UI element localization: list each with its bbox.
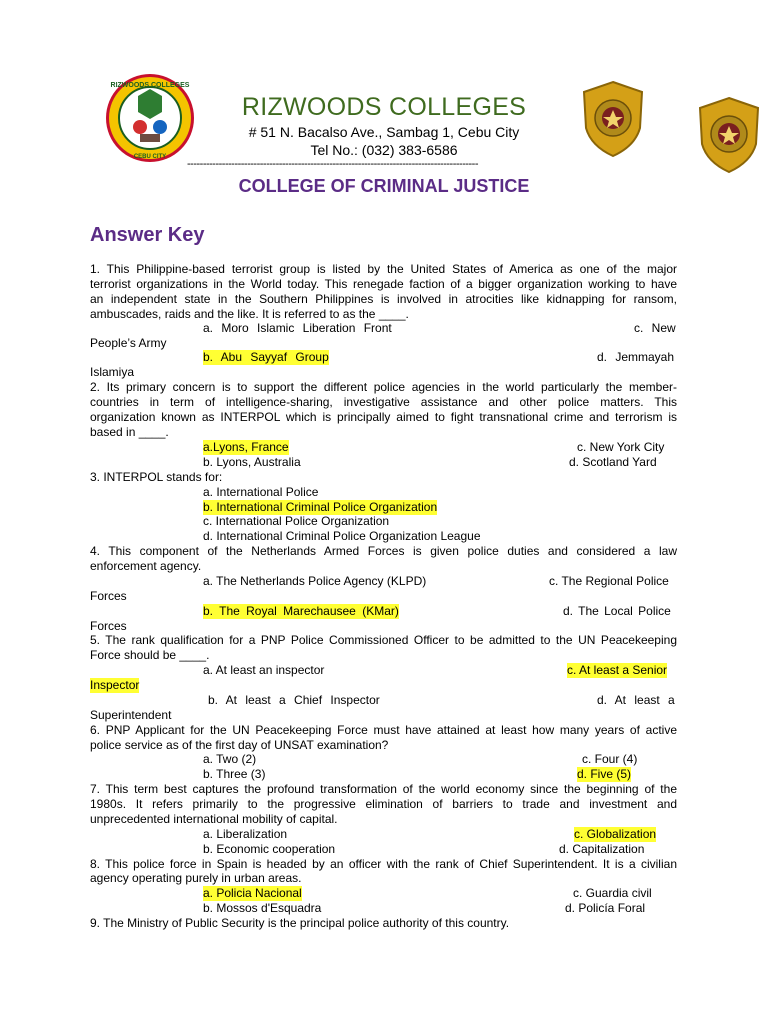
question-4-line: 4. This component of the Netherlands Armed Forces is given police duties and considered a law: [90, 544, 677, 558]
option-c-answer-wrap: Inspector: [90, 678, 140, 692]
option-b: b. Mossos d'Esquadra: [203, 901, 322, 915]
option-c-wrap: People’s Army: [90, 336, 167, 350]
question-2-line: based in ____.: [90, 425, 169, 439]
option-b: b. Lyons, Australia: [203, 455, 301, 469]
question-2-line: 2. Its primary concern is to support the different police agencies in the world particularly the member-: [90, 380, 677, 394]
question-7-line: 1980s. It refers primarily to the progressive elimination of barriers to trade and investment and: [90, 797, 677, 811]
question-1-line: an independent state in the Southern Philippines is involved in atrocities like kidnapping for ransom,: [90, 292, 677, 306]
question-2-line: countries in term of intelligence-sharing, investigative assistance and other police matters. This: [90, 395, 677, 409]
option-b: b. Three (3): [203, 767, 266, 781]
option-b: b. Economic cooperation: [203, 842, 336, 856]
seal-text-top: RIZWOODS COLLEGES: [110, 82, 190, 89]
option-c: c. International Police Organization: [203, 514, 390, 528]
seal-text-bottom: CEBU CITY: [133, 154, 167, 160]
option-a: a. International Police: [203, 485, 319, 499]
page-title: Answer Key: [90, 224, 205, 246]
option-a: a. Liberalization: [203, 827, 288, 841]
option-d: d. Policía Foral: [565, 901, 646, 915]
option-a: a. Two (2): [203, 752, 257, 766]
question-5-line: Force should be ____.: [90, 648, 210, 662]
option-c: c. New: [634, 321, 676, 335]
question-7-line: unprecedented international mobility of capital.: [90, 812, 338, 826]
question-8-line: 8. This police force in Spain is headed by an officer with the rank of Chief Superintendent. It is a civilian: [90, 857, 677, 871]
option-d: d. International Criminal Police Organization League: [203, 529, 481, 543]
option-a-answer: a. Policia Nacional: [203, 886, 302, 900]
option-d: d. Jemmayah: [597, 350, 675, 364]
option-c: c. New York City: [577, 440, 665, 454]
header-divider: --------------------------------------------------------------------------------------------: [187, 158, 479, 170]
question-7-line: 7. This term best captures the profound transformation of the world economy since the beginning of the: [90, 782, 677, 796]
question-3-line: 3. INTERPOL stands for:: [90, 470, 223, 484]
telephone-number: Tel No.: (032) 383-6586: [310, 142, 458, 158]
option-d-wrap: Superintendent: [90, 708, 172, 722]
question-8-line: agency operating purely in urban areas.: [90, 871, 302, 885]
option-a: a. At least an inspector: [203, 663, 325, 677]
college-address: # 51 N. Bacalso Ave., Sambag 1, Cebu City: [248, 124, 520, 140]
question-4-line: enforcement agency.: [90, 559, 202, 573]
option-c-wrap: Forces: [90, 589, 127, 603]
option-c-answer: c. Globalization: [574, 827, 657, 841]
option-a: a. The Netherlands Police Agency (KLPD): [203, 574, 427, 588]
option-c-answer: c. At least a Senior: [567, 663, 668, 677]
question-6-line: 6. PNP Applicant for the UN Peacekeeping Force must have attained at least how many years of active: [90, 723, 677, 737]
question-1-line: ambuscades, raids and the like. It is referred to as the ____.: [90, 307, 409, 321]
college-name: RIZWOODS COLLEGES: [241, 93, 527, 121]
option-d-wrap: Forces: [90, 619, 127, 633]
option-c: c. Guardia civil: [573, 886, 652, 900]
option-d-answer: d. Five (5): [577, 767, 632, 781]
option-b-answer: b. The Royal Marechausee (KMar): [203, 604, 399, 618]
question-1-line: terrorist organizations in the World today. This renegade faction of a bigger organization working to have: [90, 277, 677, 291]
option-a: a. Moro Islamic Liberation Front: [203, 321, 392, 335]
question-9-line: 9. The Ministry of Public Security is the principal police authority of this country.: [90, 916, 510, 930]
department-name: COLLEGE OF CRIMINAL JUSTICE: [238, 176, 530, 196]
option-b: b. At least a Chief Inspector: [208, 693, 380, 707]
option-c: c. Four (4): [582, 752, 638, 766]
question-6-line: police service as of the first day of UNSAT examination?: [90, 738, 389, 752]
question-5-line: 5. The rank qualification for a PNP Police Commissioned Officer to be admitted to the UN Peacekeeping: [90, 633, 677, 647]
question-2-line: organization known as INTERPOL which is principally aimed to fight transnational crime and terrorism is: [90, 410, 677, 424]
option-d: d. At least a: [597, 693, 675, 707]
option-c: c. The Regional Police: [549, 574, 669, 588]
option-d: d. The Local Police: [563, 604, 671, 618]
option-d-wrap: Islamiya: [90, 365, 135, 379]
option-a-answer: a.Lyons, France: [203, 440, 289, 454]
option-d: d. Capitalization: [559, 842, 645, 856]
option-d: d. Scotland Yard: [569, 455, 657, 469]
option-b-answer: b. Abu Sayyaf Group: [203, 350, 329, 364]
question-1-line: 1. This Philippine-based terrorist group is listed by the United States of America as one of the major: [90, 262, 677, 276]
option-b-answer: b. International Criminal Police Organization: [203, 500, 438, 514]
